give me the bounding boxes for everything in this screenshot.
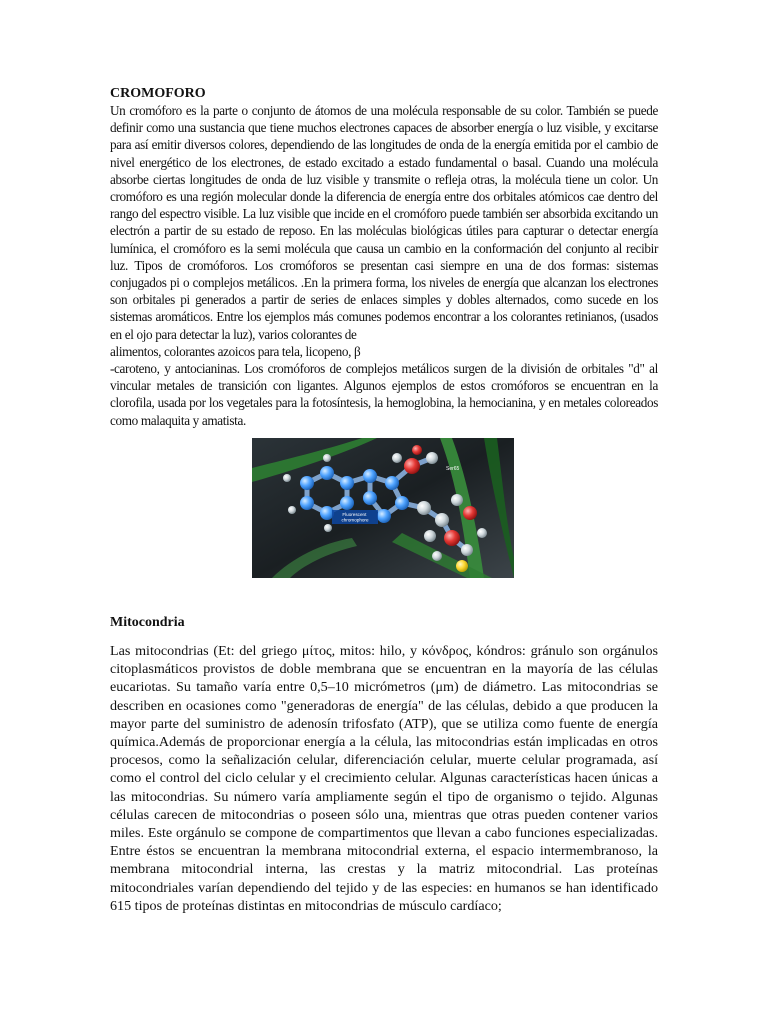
- chromophore-label-line-1: Fluorescent: [342, 512, 367, 517]
- cromoforo-text-part-1: Un cromóforo es la parte o conjunto de átomos de una molécula responsable de su color. También se puede definir como una sustancia que tiene muchos electrones capaces de absorber energía o luz visible, y excitarse para así emitir diversos colores, dependiendo de las longitudes de onda de la energía emitida por el cambio de nivel energético de los electrones, de estado excitado a estado fundamental o basal. Cuando una molécula absorbe ciertas longitudes de onda de luz visible y transmite o refleja otras, la molécula tiene un color. Un cromóforo es una región molecular donde la diferencia de energía entre dos orbitales atómicos cae dentro del rango del espectro visible. La luz visible que incide en el cromóforo puede también ser absorbida excitando un electrón a partir de su estado de reposo. En las moléculas biológicas útiles para capturar o detectar energía lumínica, el cromóforo es la semi molécula que causa un cambio en la conformación del conjunto al recibir luz. Tipos de cromóforos. Los cromóforos se presentan casi siempre en una de dos formas: sistemas conjugados pi o complejos metálicos. .En la primera forma, los niveles de energía que alcanzan los electrones son orbitales pi generados a partir de series de enlaces simples y dobles alternados, como sucede en los sistemas aromáticos. Entre los ejemplos más comunes podemos encontrar a los colorantes retinianos, (usados en el ojo para detectar la luz), varios colorantes de: [110, 103, 658, 342]
- cromoforo-text-part-2: alimentos, colorantes azoicos para tela, licopeno, β: [110, 343, 361, 359]
- section-title-cromoforo: CROMOFORO: [110, 86, 206, 101]
- chromophore-label: [341, 512, 369, 523]
- chromophore-label-line-2: chromophore: [341, 517, 369, 523]
- chromophore-molecule-image: [252, 438, 514, 578]
- cromoforo-text-part-3: -caroteno, y antocianinas. Los cromóforos de complejos metálicos surgen de la división de orbitales "d" al vincular metales de transición con ligantes. Algunos ejemplos de estos cromóforos se encuentran en la clorofila, usada por los vegetales para la fotosíntesis, la hemoglobina, la hemocianina, y en metales coloreados como malaquita y amatista.: [110, 361, 658, 428]
- ser65-label: Ser65: [446, 466, 460, 472]
- cromoforo-paragraph: [110, 102, 658, 429]
- mitocondria-paragraph: Las mitocondrias (Et: del griego μίτος, mitos: hilo, y κόνδρος, kóndros: gránulo son orgánulos citoplasmáticos provistos de doble membrana que se encuentran en la mayoría de las células eucariotas. Su tamaño varía entre 0,5–10 micrómetros (μm) de diámetro. Las mitocondrias se describen en ocasiones como "generadoras de energía" de las células, debido a que producen la mayor parte del suministro de adenosín trifosfato (ATP), que se utiliza como fuente de energía química.Además de proporcionar energía a la célula, las mitocondrias están implicadas en otros procesos, como la señalización celular, diferenciación celular, muerte celular programada, así como el control del ciclo celular y el crecimiento celular. Algunas características hacen únicas a las mitocondrias. Su número varía ampliamente según el tipo de organismo o tejido. Algunas células carecen de mitocondrias o poseen sólo una, mientras que otras pueden contener varios miles. Este orgánulo se compone de compartimentos que llevan a cabo funciones especializadas. Entre éstos se encuentran la membrana mitocondrial externa, el espacio intermembranoso, la membrana mitocondrial interna, las crestas y la matriz mitocondrial. Las proteínas mitocondriales varían dependiendo del tejido y de las especies: en humanos se han identificado 615 tipos de proteínas distintas en mitocondrias de músculo cardíaco;: [110, 643, 658, 914]
- section-title-mitocondria: Mitocondria: [110, 615, 185, 630]
